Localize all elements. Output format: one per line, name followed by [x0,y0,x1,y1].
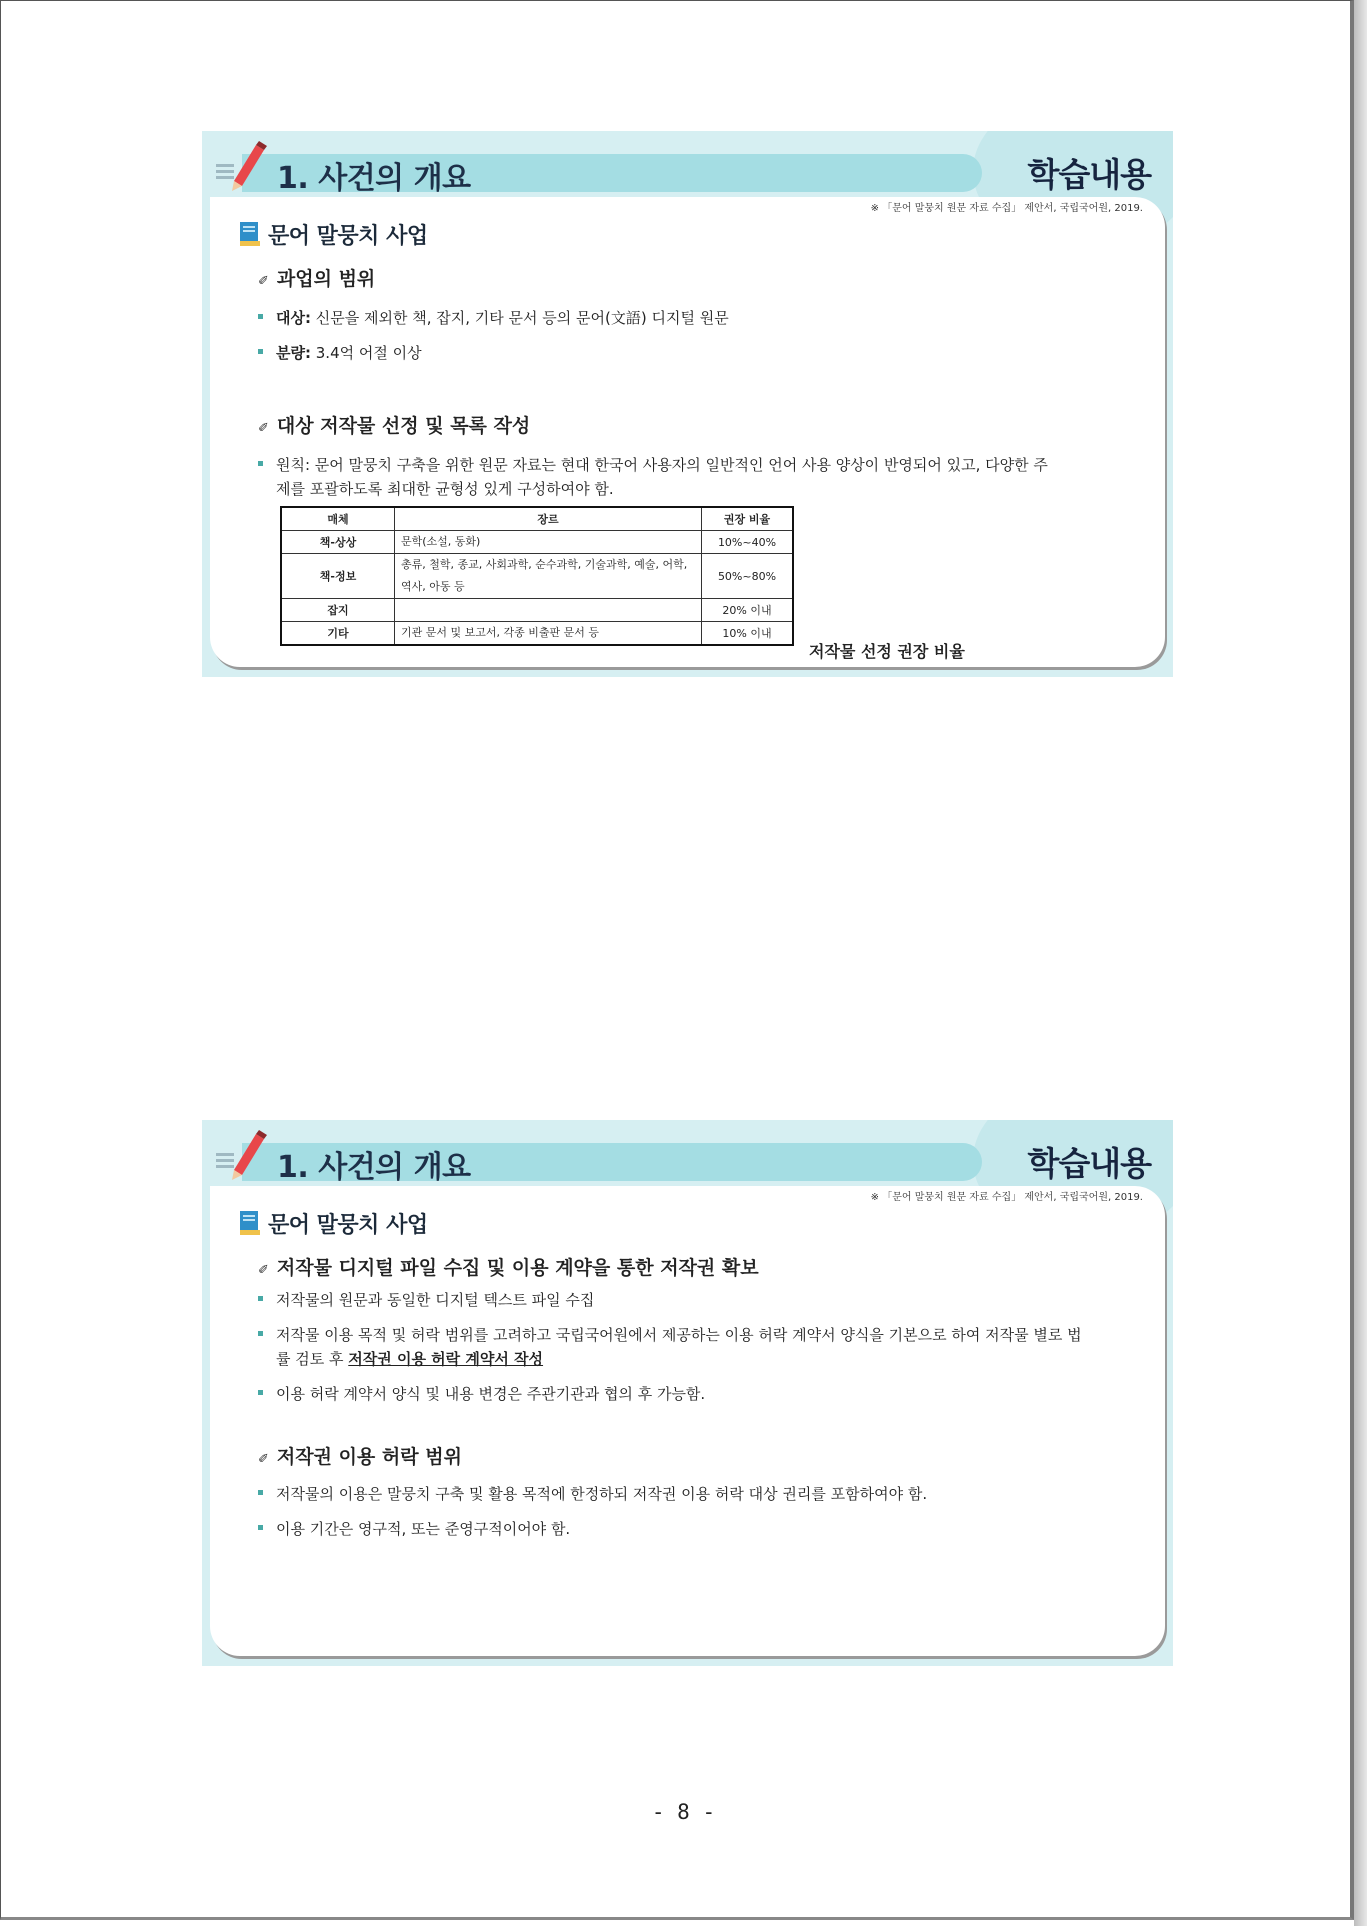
underlined-emphasis: 저작권 이용 허락 계약서 작성 [348,1350,544,1368]
table-cell-ratio: 50%~80% [702,554,794,599]
slide-title: 1. 사건의 개요 [277,1150,471,1185]
table-cell-ratio: 10%~40% [702,531,794,554]
genre-ratio-table [280,506,794,646]
page-edge-shadow [1354,0,1367,1926]
subsection-heading-text: 대상 저작물 선정 및 목록 작성 [276,415,531,437]
table-header: 권장 비율 [702,507,794,531]
bullet-marker [258,314,263,319]
bullet-text: 이용 기간은 영구적, 또는 준영구적이어야 함. [276,1520,571,1538]
book-icon [238,221,262,247]
bullet-key: 분량: [276,344,311,362]
table-cell-media: 책-상상 [281,531,395,554]
table-cell-media: 책-정보 [281,554,395,599]
table-cell-media: 기타 [281,622,395,646]
table-row [281,599,793,622]
bullet-text: 신문을 제외한 책, 잡지, 기타 문서 등의 문어(文語) 디지털 원문 [310,309,729,327]
bullet-marker [258,1525,263,1530]
table-header: 매체 [281,507,395,531]
bullet-text: 이용 허락 계약서 양식 및 내용 변경은 주관기관과 협의 후 가능함. [276,1385,706,1403]
subsection-heading-text: 저작권 이용 허락 범위 [276,1446,462,1468]
subsection-heading [258,1442,462,1469]
bullet-text-continued [258,1347,1082,1371]
table-cell-ratio: 10% 이내 [702,622,794,646]
subsection-heading-text: 과업의 범위 [276,268,376,290]
table-cell-genre [395,599,702,622]
bullet-marker [258,1390,263,1395]
bullet-item [258,1323,1082,1371]
table-cell-genre: 문학(소설, 동화) [395,531,702,554]
pencil-icon [228,1130,268,1182]
bullet-marker [258,1331,263,1336]
bullet-key: 대상: [276,309,311,327]
pin-icon: ✐ [258,1452,269,1467]
subsection-heading-text: 저작물 디지털 파일 수집 및 이용 계약을 통한 저작권 확보 [276,1257,759,1279]
bullet-text: 저작물의 원문과 동일한 디지털 텍스트 파일 수집 [276,1291,595,1309]
bullet-item [258,306,729,330]
section-title: 문어 말뭉치 사업 [268,1213,428,1238]
source-citation: ※ 「문어 말뭉치 원문 자료 수집」 제안서, 국립국어원, 2019. [870,203,1143,214]
book-icon [238,1210,262,1236]
bullet-item [258,1517,570,1541]
bullet-text: 3.4억 어절 이상 [310,344,422,362]
table-cell-genre: 기관 문서 및 보고서, 각종 비출판 문서 등 [395,622,702,646]
table-header-row [281,507,793,531]
table-caption: 저작물 선정 권장 비율 [809,642,965,661]
bullet-text: 저작물의 이용은 말뭉치 구축 및 활용 목적에 한정하되 저작권 이용 허락 대상 권리를 포함하여야 함. [276,1485,928,1503]
bullet-item [258,1382,705,1406]
subsection-heading [258,1253,759,1280]
section-title: 문어 말뭉치 사업 [268,224,428,249]
table-row [281,622,793,646]
source-citation: ※ 「문어 말뭉치 원문 자료 수집」 제안서, 국립국어원, 2019. [870,1192,1143,1203]
bullet-item [258,1482,927,1506]
pin-icon: ✐ [258,1263,269,1278]
bullet-item [258,453,1048,501]
slide-2 [202,1120,1173,1666]
bullet-text: 원칙: 문어 말뭉치 구축을 위한 원문 자료는 현대 한국어 사용자의 일반적인 언어 사용 양상이 반영되어 있고, 다양한 주 [276,456,1048,474]
table-row [281,554,793,599]
table-cell-genre: 총류, 철학, 종교, 사회과학, 순수과학, 기술과학, 예술, 어학, 역사, 아동 등 [395,554,702,599]
bullet-marker [258,461,263,466]
bullet-marker [258,1296,263,1301]
bullet-text: 저작물 이용 목적 및 허락 범위를 고려하고 국립국어원에서 제공하는 이용 허락 계약서 양식을 기본으로 하여 저작물 별로 법 [276,1326,1082,1344]
slide-1 [202,131,1173,677]
table-header: 장르 [395,507,702,531]
pencil-icon [228,141,268,193]
learning-content-label: 학습내용 [1027,155,1151,194]
bullet-text-part: 률 검토 후 [276,1350,349,1368]
subsection-heading [258,264,375,291]
bullet-text-continued: 제를 포괄하도록 최대한 균형성 있게 구성하여야 함. [276,480,614,498]
table-cell-ratio: 20% 이내 [702,599,794,622]
table-cell-media: 잡지 [281,599,395,622]
pin-icon: ✐ [258,274,269,289]
table-row [281,531,793,554]
bullet-item [258,341,422,365]
bullet-item [258,1288,594,1312]
pin-icon: ✐ [258,421,269,436]
slide-title: 1. 사건의 개요 [277,161,471,196]
bullet-marker [258,1490,263,1495]
bullet-marker [258,349,263,354]
learning-content-label: 학습내용 [1027,1144,1151,1183]
page-number: - 8 - [651,1800,716,1824]
subsection-heading [258,411,530,438]
